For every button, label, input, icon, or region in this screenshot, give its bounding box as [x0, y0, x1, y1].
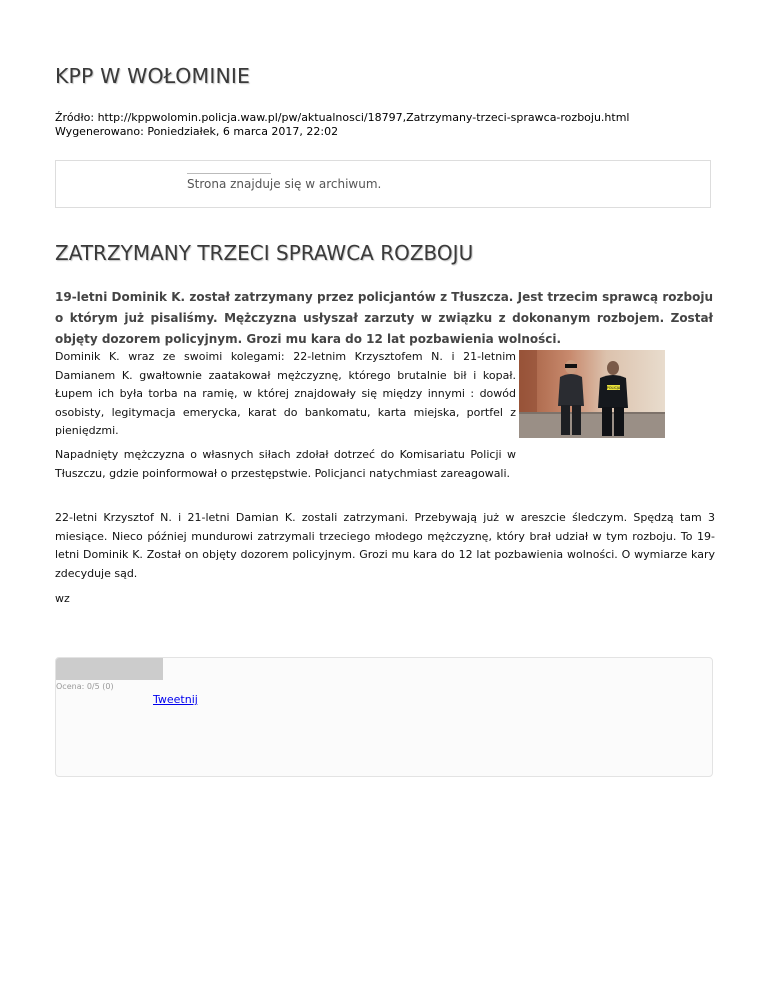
article-title: ZATRZYMANY TRZECI SPRAWCA ROZBOJU — [55, 241, 474, 265]
tweet-link[interactable]: Tweetnij — [153, 693, 198, 706]
rating-stars-bar[interactable] — [56, 658, 163, 680]
article-photo-image — [519, 350, 665, 438]
article-paragraph: Napadnięty mężczyzna o własnych siłach zdołał dotrzeć do Komisariatu Policji w Tłuszczu, gdzie poinformował o przestępstwie. Policjanci natychmiast zareagowali. — [55, 448, 516, 480]
source-url-line: Źródło: http://kppwolomin.policja.waw.pl/pw/aktualnosci/18797,Zatrzymany-trzeci-sprawca-rozboju.html — [55, 111, 630, 124]
archive-divider — [187, 173, 271, 174]
policeman-jacket-text: POLICJA — [606, 386, 621, 390]
site-title: KPP W WOŁOMINIE — [55, 64, 251, 88]
print-metadata — [55, 111, 629, 139]
archive-notice-box — [55, 160, 711, 208]
article-photo[interactable] — [519, 350, 665, 438]
rating-text: Ocena: 0/5 (0) — [56, 682, 114, 691]
article-paragraph: Dominik K. wraz ze swoimi kolegami: 22-letnim Krzysztofem N. i 21-letnim Damianem K. gwałtownie zaatakował mężczyznę, którego brutalnie bił i kopał. Łupem ich była torba na ramię, w której znajdowały się między innymi : dowód osobisty, legitymacja emerycka, karat do bankomatu, karta miejska, portfel z pieniędzmi. — [55, 350, 516, 437]
archive-notice-text: Strona znajduje się w archiwum. — [187, 177, 382, 191]
rating-panel — [55, 657, 713, 777]
article-paragraph: 22-letni Krzysztof N. i 21-letni Damian K. zostali zatrzymani. Przebywają już w areszcie śledczym. Spędzą tam 3 miesiące. Nieco później mundurowi zatrzymali trzeciego młodego mężczyznę, który brał udział w tym rozboju. To 19-letni Dominik K. Został on objęty dozorem policyjnym. Grozi mu kara do 12 lat pozbawienia wolności. O wymiarze kary zdecyduje sąd. — [55, 511, 715, 580]
article-lead: 19-letni Dominik K. został zatrzymany przez policjantów z Tłuszcza. Jest trzecim sprawcą rozboju o którym już pisaliśmy. Mężczyzna usłyszał zarzuty w związku z dokonanym rozbojem. Został objęty dozorem policyjnym. Grozi mu kara do 12 lat pozbawienia wolności. — [55, 290, 713, 346]
generated-date-line: Wygenerowano: Poniedziałek, 6 marca 2017, 22:02 — [55, 125, 339, 138]
article-author-signature: wz — [55, 592, 70, 605]
